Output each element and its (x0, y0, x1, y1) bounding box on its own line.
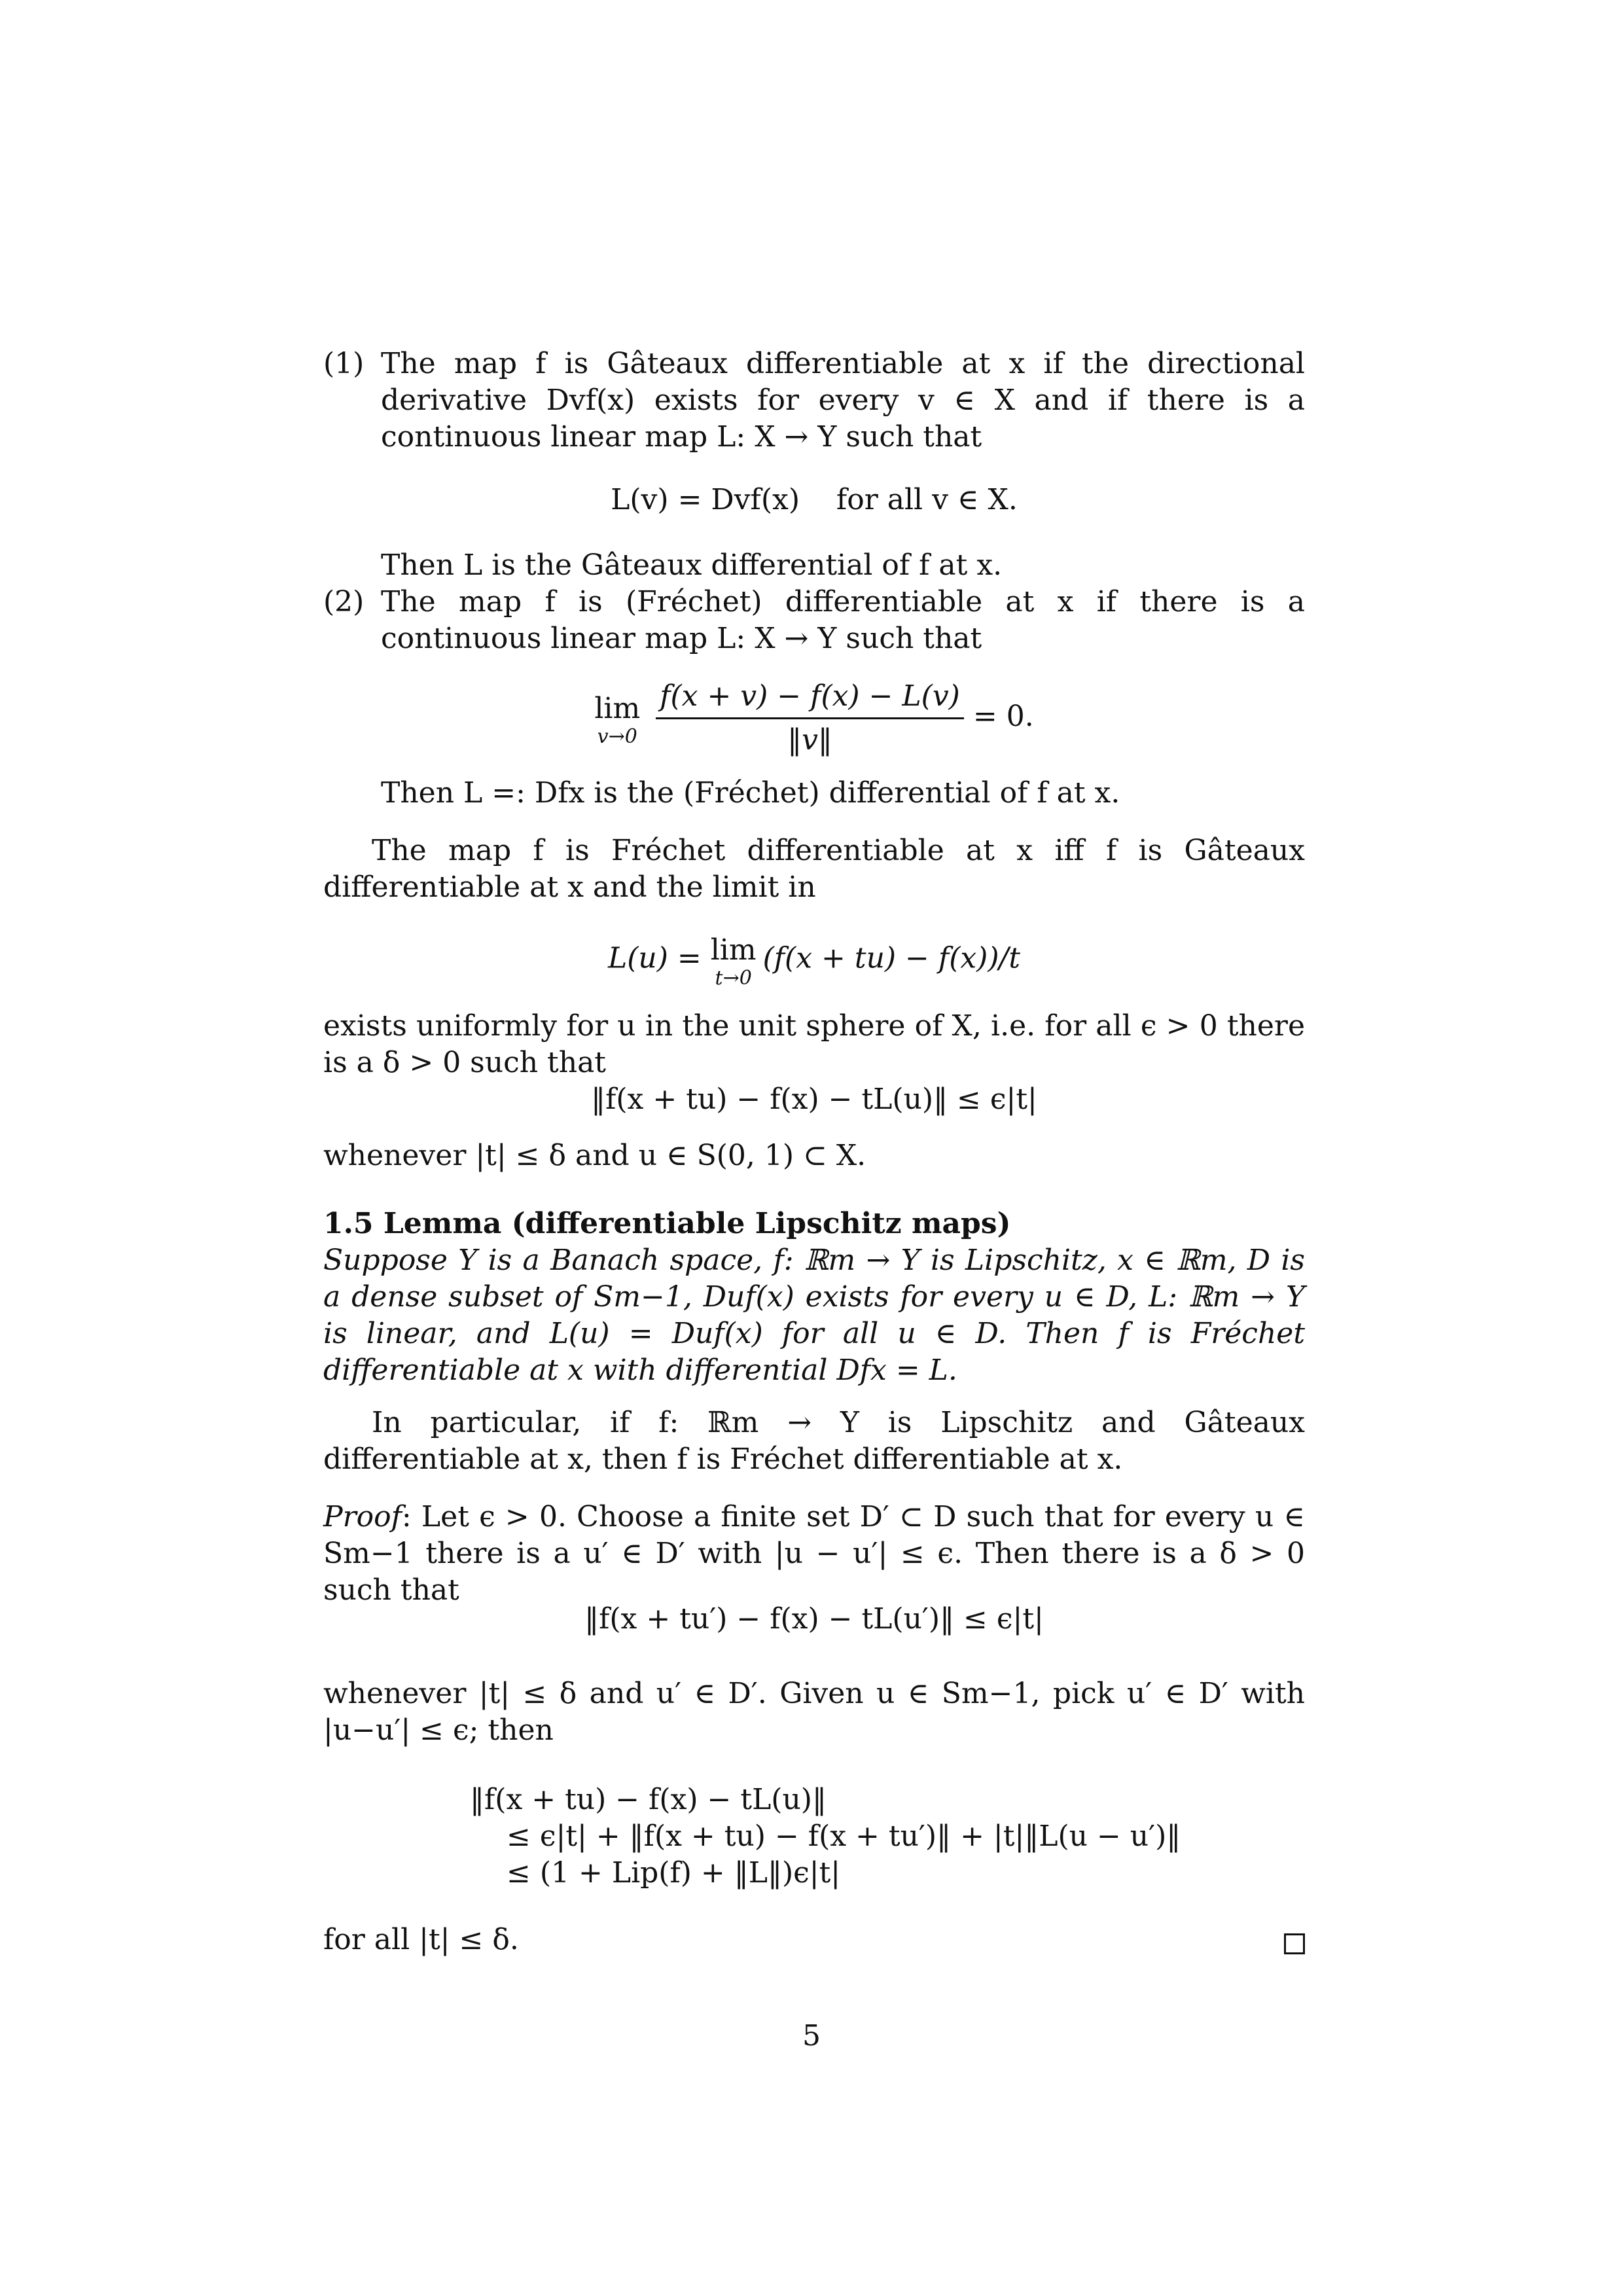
equation-1: L(v) = Dvf(x) for all v ∈ X. (611, 483, 1018, 516)
qed-box-icon (1284, 1933, 1305, 1954)
proof-text: Proof: Let ϵ > 0. Choose a finite set D′ ⊂ D such that for every u ∈ Sm−1 there is a u′ ∈ D′ with |u − u′| ≤ ϵ. Then there is a δ > 0 such that (323, 1500, 1305, 1607)
limit-operator-2: lim t→0 (710, 933, 757, 990)
proof-end: for all |t| ≤ δ. (323, 1922, 1305, 1958)
equation-6-line-1: ‖f(x + tu) − f(x) − tL(u)‖ (470, 1783, 827, 1816)
item-2 (323, 584, 1305, 657)
lemma-statement: Suppose Y is a Banach space, f: ℝm → Y is Lipschitz, x ∈ ℝm, D is a dense subset of Sm−1, Duf(x) exists for every u ∈ D, L: ℝm → Y is linear, and L(u) = Duf(x) for all u ∈ D. Then f is Fréchet differentiable at x with differential Dfx = L. (323, 1244, 1305, 1387)
equation-2 (323, 678, 1305, 759)
proof-label: Proof (323, 1500, 402, 1534)
equation-4: ‖f(x + tu) − f(x) − tL(u)‖ ≤ ϵ|t| (591, 1083, 1037, 1116)
fraction-denominator: ‖v‖ (787, 723, 832, 757)
paragraph-2: exists uniformly for u in the unit sphere of X, i.e. for all ϵ > 0 there is a δ > 0 such that (323, 1009, 1305, 1079)
item-2-number: (2) (323, 585, 365, 619)
equation-5: ‖f(x + tu′) − f(x) − tL(u′)‖ ≤ ϵ|t| (584, 1602, 1044, 1636)
lemma-heading: 1.5 Lemma (differentiable Lipschitz maps) (323, 1207, 1011, 1240)
proof-text-2: whenever |t| ≤ δ and u′ ∈ D′. Given u ∈ Sm−1, pick u′ ∈ D′ with |u−u′| ≤ ϵ; then (323, 1677, 1305, 1747)
page-number: 5 (802, 2019, 821, 2053)
equation-2-rhs: = 0. (972, 700, 1034, 733)
item-2-after: Then L =: Dfx is the (Fréchet) differential of f at x. (381, 776, 1120, 810)
item-1 (323, 346, 1305, 456)
paragraph-1: The map f is Fréchet differentiable at x iff f is Gâteaux differentiable at x and the limit in (323, 834, 1305, 904)
fraction (656, 678, 964, 759)
item-1-text: The map f is Gâteaux differentiable at x if the directional derivative Dvf(x) exists for every v ∈ X and if there is a continuous linear map L: X → Y such that (381, 347, 1305, 454)
equation-6-line-3: ≤ (1 + Lip(f) + ‖L‖)ϵ|t| (507, 1856, 841, 1890)
fraction-numerator: f(x + v) − f(x) − L(v) (656, 678, 964, 719)
equation-3: L(u) = lim t→0 (f(x + tu) − f(x))/t (607, 933, 1021, 990)
paragraph-4: In particular, if f: ℝm → Y is Lipschitz and Gâteaux differentiable at x, then f is Fréchet differentiable at x. (323, 1406, 1305, 1476)
item-1-number: (1) (323, 347, 365, 380)
item-2-text: The map f is (Fréchet) differentiable at x if there is a continuous linear map L: X → Y such that (381, 585, 1305, 655)
equation-6-line-2: ≤ ϵ|t| + ‖f(x + tu) − f(x + tu′)‖ + |t|‖L(u − u′)‖ (507, 1820, 1181, 1853)
limit-operator: lim v→0 (594, 691, 641, 748)
paragraph-3: whenever |t| ≤ δ and u ∈ S(0, 1) ⊂ X. (323, 1139, 866, 1172)
item-1-after: Then L is the Gâteaux differential of f at x. (381, 548, 1003, 582)
